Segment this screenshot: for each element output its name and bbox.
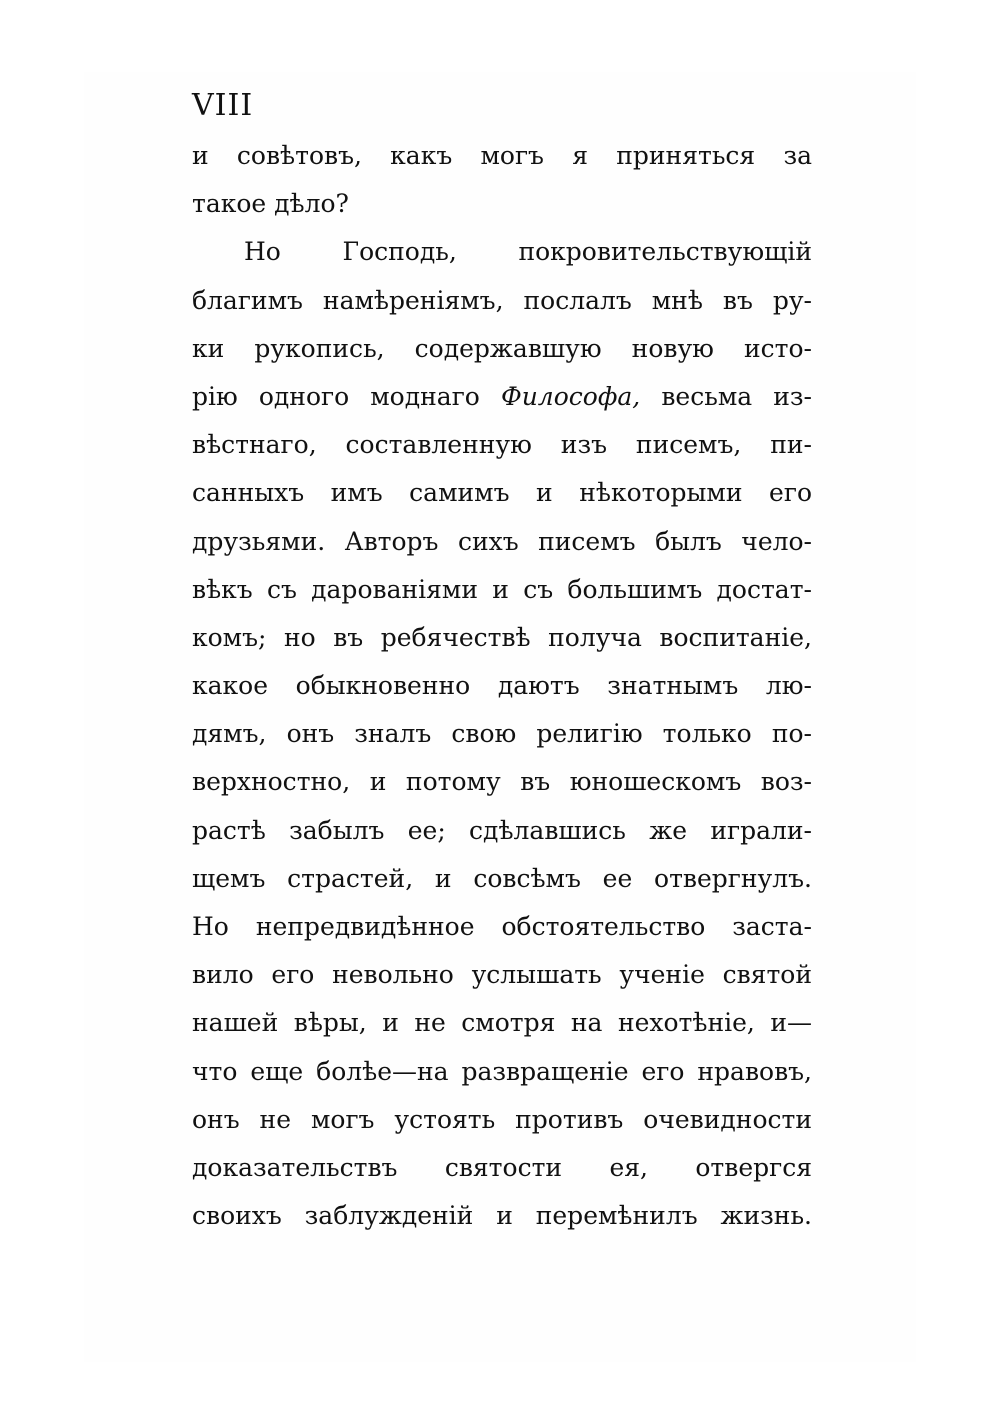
text-line: и совѣтовъ, какъ могъ я приняться за [192, 141, 812, 170]
text-line: щемъ страстей, и совсѣмъ ее отвергнулъ. [192, 863, 812, 893]
text-span: рію одного моднаго [192, 381, 480, 411]
text-line: ки рукопись, содержавшую новую исто- [192, 333, 812, 363]
text-line: друзьями. Авторъ сихъ писемъ былъ чело- [192, 526, 812, 556]
text-line [192, 373, 812, 421]
text-line: растѣ забылъ ее; сдѣлавшись же играли- [192, 815, 812, 845]
text-line: верхностно, и потому въ юношескомъ воз- [192, 767, 812, 797]
text-line: что еще болѣе—на развращеніе его нравовъ, [192, 1056, 812, 1086]
text-line: Но непредвидѣнное обстоятельство заста- [192, 912, 812, 941]
text-line: вѣстнаго, составленную изъ писемъ, пи- [192, 430, 812, 460]
text-line: вило его невольно услышать ученіе святой [192, 960, 812, 990]
text-line: онъ не могъ устоять противъ очевидности [192, 1104, 812, 1134]
body-text [192, 132, 812, 1240]
text-line: своихъ заблужденій и перемѣнилъ жизнь. [192, 1201, 812, 1231]
text-line: дямъ, онъ зналъ свою религію только по- [192, 719, 812, 749]
text-line: Но Господь, покровительствующій [244, 237, 812, 267]
text-line: доказательствъ святости ея, отвергся [192, 1152, 812, 1182]
text-line: вѣкъ съ дарованіями и съ большимъ достат- [192, 574, 812, 604]
text-line: комъ; но въ ребячествѣ получа воспитаніе, [192, 622, 812, 652]
text-line: такое дѣло? [192, 189, 349, 219]
text-line: нашей вѣры, и не смотря на нехотѣніе, и— [192, 1008, 812, 1038]
text-line: какое обыкновенно даютъ знатнымъ лю- [192, 671, 812, 701]
italic-word: Философа, [500, 381, 641, 411]
text-line: санныхъ имъ самимъ и нѣкоторыми его [192, 478, 812, 508]
text-span: весьма из- [661, 381, 813, 411]
text-line: благимъ намѣреніямъ, послалъ мнѣ въ ру- [192, 285, 812, 315]
page-number: VIII [192, 88, 254, 123]
